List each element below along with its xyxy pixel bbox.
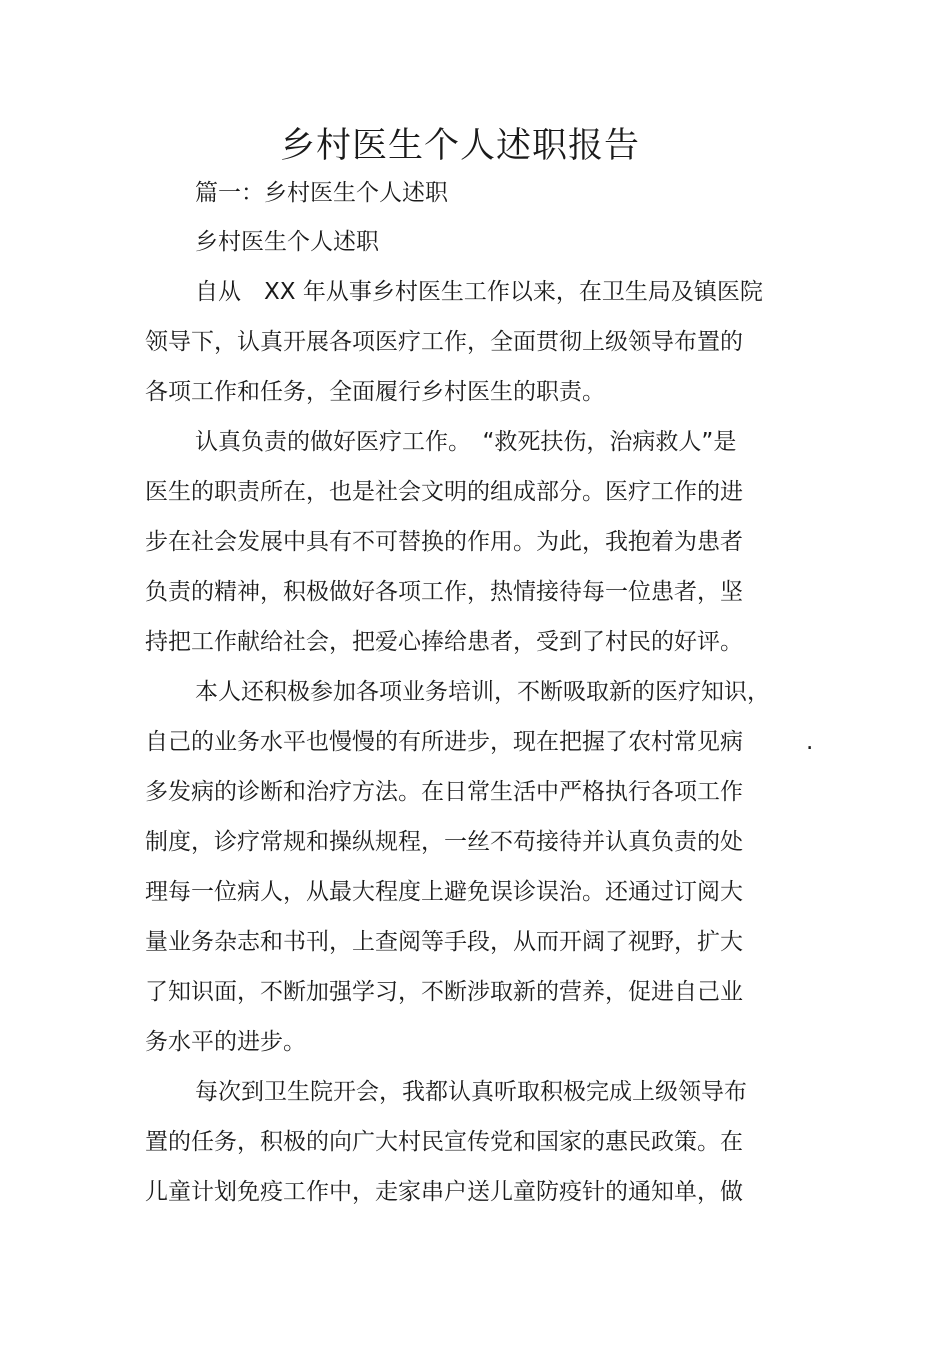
paragraph-line: 步在社会发展中具有不可替换的作用。为此，我抱着为患者	[145, 529, 743, 555]
paragraph-line: 务水平的进步。	[145, 1029, 306, 1055]
paragraph-line: 领导下，认真开展各项医疗工作，全面贯彻上级领导布置的	[145, 329, 743, 355]
paragraph-line: 自己的业务水平也慢慢的有所进步，现在把握了农村常见病	[145, 729, 743, 755]
paragraph-line: 每次到卫生院开会，我都认真听取积极完成上级领导布	[195, 1079, 747, 1105]
paragraph-line: 量业务杂志和书刊，上查阅等手段，从而开阔了视野，扩大	[145, 929, 743, 955]
paragraph-line: 置的任务，积极的向广大村民宣传党和国家的惠民政策。在	[145, 1129, 743, 1155]
paragraph-line: 了知识面，不断加强学习，不断涉取新的营养，促进自己业	[145, 979, 743, 1005]
paragraph-line: 持把工作献给社会，把爱心捧给患者，受到了村民的好评。	[145, 629, 743, 655]
section-heading: 篇一：乡村医生个人述职	[195, 180, 448, 206]
paragraph-line: 儿童计划免疫工作中，走家串户送儿童防疫针的通知单，做	[145, 1179, 743, 1205]
stray-mark: .	[806, 729, 814, 755]
paragraph-line: 认真负责的做好医疗工作。 “救死扶伤，治病救人”是	[195, 429, 737, 455]
paragraph-line: 理每一位病人，从最大程度上避免误诊误治。还通过订阅大	[145, 879, 743, 905]
paragraph-line: 各项工作和任务，全面履行乡村医生的职责。	[145, 379, 605, 405]
paragraph-line: 制度，诊疗常规和操纵规程，一丝不苟接待并认真负责的处	[145, 829, 743, 855]
paragraph-line: 负责的精神，积极做好各项工作，热情接待每一位患者，坚	[145, 579, 743, 605]
paragraph-line: 医生的职责所在，也是社会文明的组成部分。医疗工作的进	[145, 479, 743, 505]
document-title: 乡村医生个人述职报告	[279, 126, 640, 166]
subheading: 乡村医生个人述职	[195, 229, 379, 255]
paragraph-line: 多发病的诊断和治疗方法。在日常生活中严格执行各项工作	[145, 779, 743, 805]
paragraph-line: 自从 XX 年从事乡村医生工作以来，在卫生局及镇医院	[195, 279, 763, 305]
paragraph-line: 本人还积极参加各项业务培训，不断吸取新的医疗知识，	[195, 679, 770, 705]
